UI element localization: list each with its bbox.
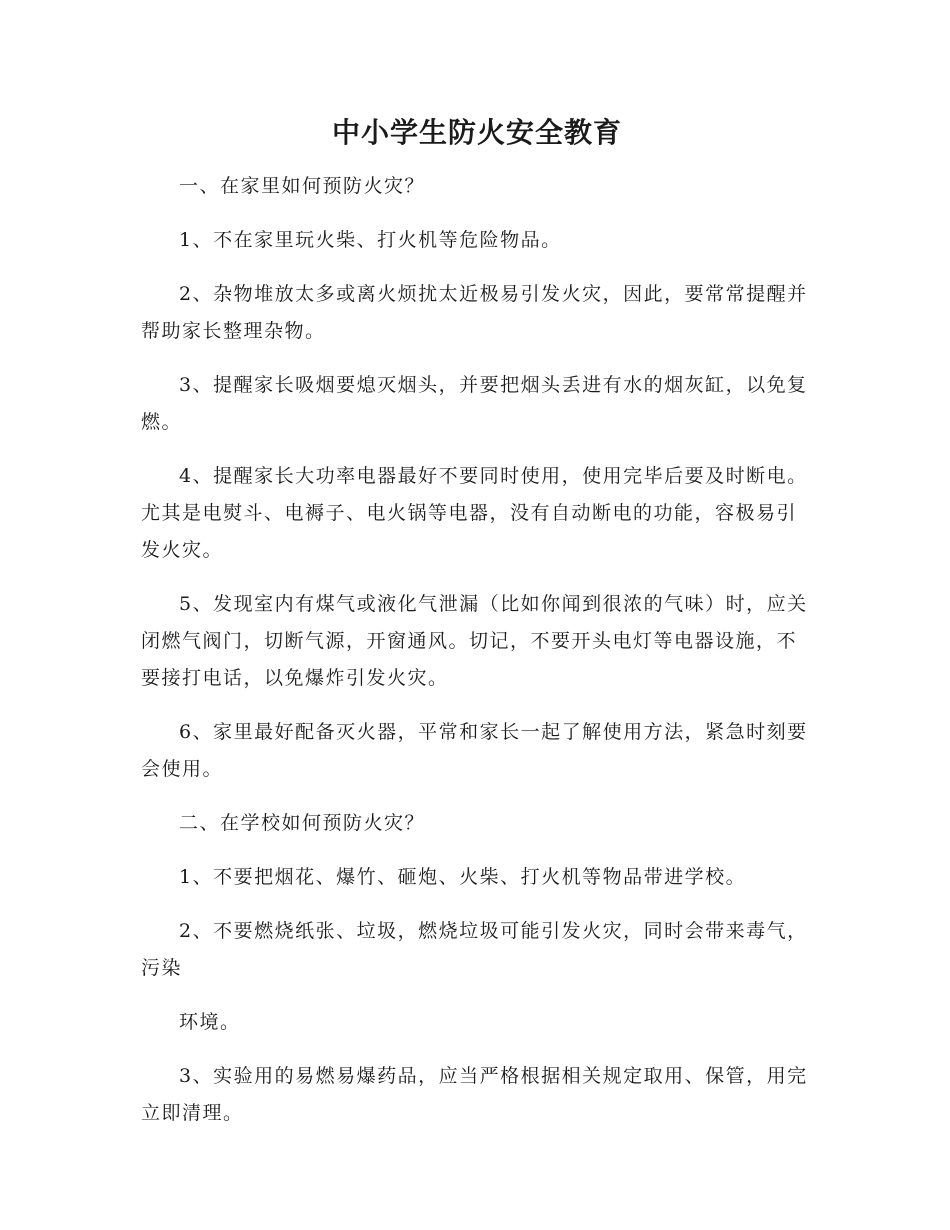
section-heading-school: 二、在学校如何预防火灾？ bbox=[179, 812, 426, 834]
home-item-4: 4、提醒家长大功率电器最好不要同时使用，使用完毕后要及时断电。尤其是电熨斗、电褥子、电火锅等电器，没有自动断电的功能，容极易引发火灾。 bbox=[141, 465, 808, 561]
home-item-1: 1、不在家里玩火柴、打火机等危险物品。 bbox=[179, 229, 562, 251]
school-item-2-continuation: 环境。 bbox=[179, 1011, 241, 1033]
home-item-2: 2、杂物堆放太多或离火烦扰太近极易引发火灾，因此，要常常提醒并帮助家长整理杂物。 bbox=[141, 283, 808, 342]
document-body bbox=[141, 112, 813, 1149]
school-item-3: 3、实验用的易燃易爆药品，应当严格根据相关规定取用、保管，用完立即清理。 bbox=[141, 1065, 808, 1124]
section-heading-home: 一、在家里如何预防火灾？ bbox=[179, 175, 426, 197]
home-item-6: 6、家里最好配备灭火器，平常和家长一起了解使用方法，紧急时刻要会使用。 bbox=[141, 721, 808, 780]
school-item-1: 1、不要把烟花、爆竹、砸炮、火柴、打火机等物品带进学校。 bbox=[179, 866, 747, 888]
home-item-3: 3、提醒家长吸烟要熄灭烟头，并要把烟头丢进有水的烟灰缸，以免复燃。 bbox=[141, 374, 808, 433]
home-item-5: 5、发现室内有煤气或液化气泄漏（比如你闻到很浓的气味）时，应关闭燃气阀门，切断气源，开窗通风。切记，不要开头电灯等电器设施，不要接打电话，以免爆炸引发火灾。 bbox=[141, 593, 808, 689]
school-item-2: 2、不要燃烧纸张、垃圾，燃烧垃圾可能引发火灾，同时会带来毒气，污染 bbox=[141, 920, 808, 979]
document-title: 中小学生防火安全教育 bbox=[331, 116, 622, 149]
